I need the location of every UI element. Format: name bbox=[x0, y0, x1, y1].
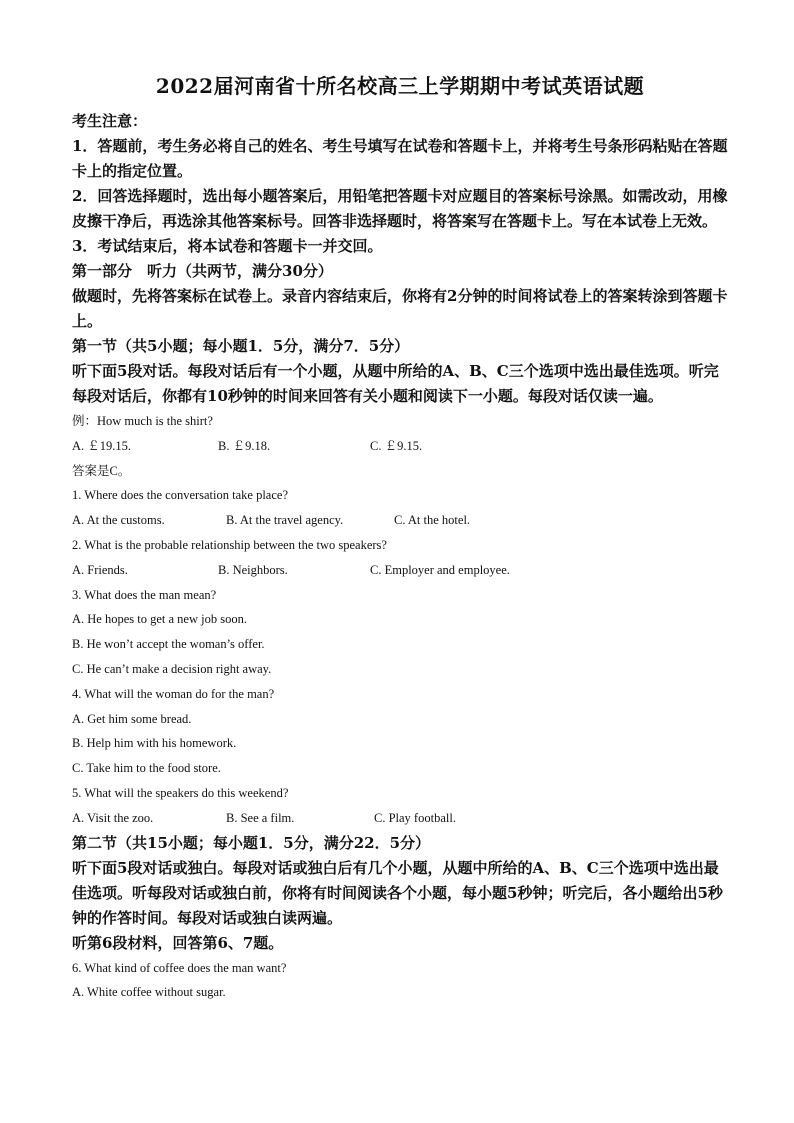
option-c: C. At the hotel. bbox=[394, 513, 471, 528]
option-b: B. At the travel agency. bbox=[226, 513, 344, 528]
example-answer: 答案是C。 bbox=[72, 463, 131, 478]
option-a: A. Friends. bbox=[72, 562, 128, 577]
part1-intro: 做题时，先将答案标在试卷上。录音内容结束后，你将有2分钟的时间将试卷上的答案转涂到答题卡上。 bbox=[72, 287, 728, 330]
option-a: A. ￡19.15. bbox=[72, 438, 132, 453]
question-5: 5. What will the speakers do this weekend? bbox=[72, 785, 289, 800]
question-2: 2. What is the probable relationship between the two speakers? bbox=[72, 537, 387, 552]
option-a: A. White coffee without sugar. bbox=[72, 985, 226, 1000]
question-3: 3. What does the man mean? bbox=[72, 587, 217, 602]
question-6: 6. What kind of coffee does the man want? bbox=[72, 960, 287, 975]
option-c: C. Take him to the food store. bbox=[72, 761, 221, 776]
notice-item: 2．回答选择题时，选出每小题答案后，用铅笔把答题卡对应题目的答案标号涂黑。如需改动，用橡皮擦干净后，再选涂其他答案标号。回答非选择题时，将答案写在答题卡上。写在本试卷上无效。 bbox=[72, 187, 728, 230]
question-1: 1. Where does the conversation take place? bbox=[72, 488, 288, 503]
option-c: C. ￡9.15. bbox=[370, 438, 423, 453]
section2-intro: 听下面5段对话或独白。每段对话或独白后有几个小题，从题中所给的A、B、C三个选项中选出最佳选项。听每段对话或独白前，你将有时间阅读各个小题，每小题5秒钟；听完后，各小题给出5秒钟的作答时间。每段对话或独白读两遍。 bbox=[72, 858, 723, 927]
exam-title: 2022届河南省十所名校高三上学期期中考试英语试题 bbox=[155, 74, 645, 98]
option-b: B. ￡9.18. bbox=[218, 438, 271, 453]
notice-item: 1．答题前，考生务必将自己的姓名、考生号填写在试卷和答题卡上，并将考生号条形码粘贴在答题卡上的指定位置。 bbox=[72, 137, 728, 180]
material-6-heading: 听第6段材料，回答第6、7题。 bbox=[72, 933, 284, 952]
question-5-options bbox=[72, 806, 728, 831]
option-a: A. Get him some bread. bbox=[72, 711, 192, 726]
section1-intro: 听下面5段对话。每段对话后有一个小题，从题中所给的A、B、C三个选项中选出最佳选项。听完每段对话后，你都有10秒钟的时间来回答有关小题和阅读下一小题。每段对话仅读一遍。 bbox=[72, 362, 719, 405]
option-c: C. Employer and employee. bbox=[370, 562, 510, 577]
question-1-options bbox=[72, 508, 728, 533]
notice-heading: 考生注意： bbox=[72, 112, 148, 130]
option-c: C. Play football. bbox=[374, 810, 456, 825]
section1-heading: 第一节（共5小题；每小题1．5分，满分7．5分） bbox=[72, 337, 410, 355]
question-2-options bbox=[72, 558, 728, 583]
option-a: A. He hopes to get a new job soon. bbox=[72, 612, 247, 627]
option-b: B. Neighbors. bbox=[218, 562, 288, 577]
example-question: 例：How much is the shirt? bbox=[72, 414, 213, 428]
exam-page bbox=[72, 64, 728, 1005]
option-b: B. See a film. bbox=[226, 810, 295, 825]
section2-heading: 第二节（共15小题；每小题1．5分，满分22．5分） bbox=[72, 833, 431, 852]
example-options bbox=[72, 434, 728, 459]
option-b: B. Help him with his homework. bbox=[72, 736, 237, 751]
option-a: A. Visit the zoo. bbox=[72, 810, 154, 825]
option-c: C. He can’t make a decision right away. bbox=[72, 661, 272, 676]
question-4: 4. What will the woman do for the man? bbox=[72, 686, 275, 701]
notice-item: 3．考试结束后，将本试卷和答题卡一并交回。 bbox=[72, 237, 383, 255]
part1-heading: 第一部分 听力（共两节，满分30分） bbox=[72, 262, 333, 280]
option-b: B. He won’t accept the woman’s offer. bbox=[72, 637, 265, 652]
option-a: A. At the customs. bbox=[72, 513, 165, 528]
